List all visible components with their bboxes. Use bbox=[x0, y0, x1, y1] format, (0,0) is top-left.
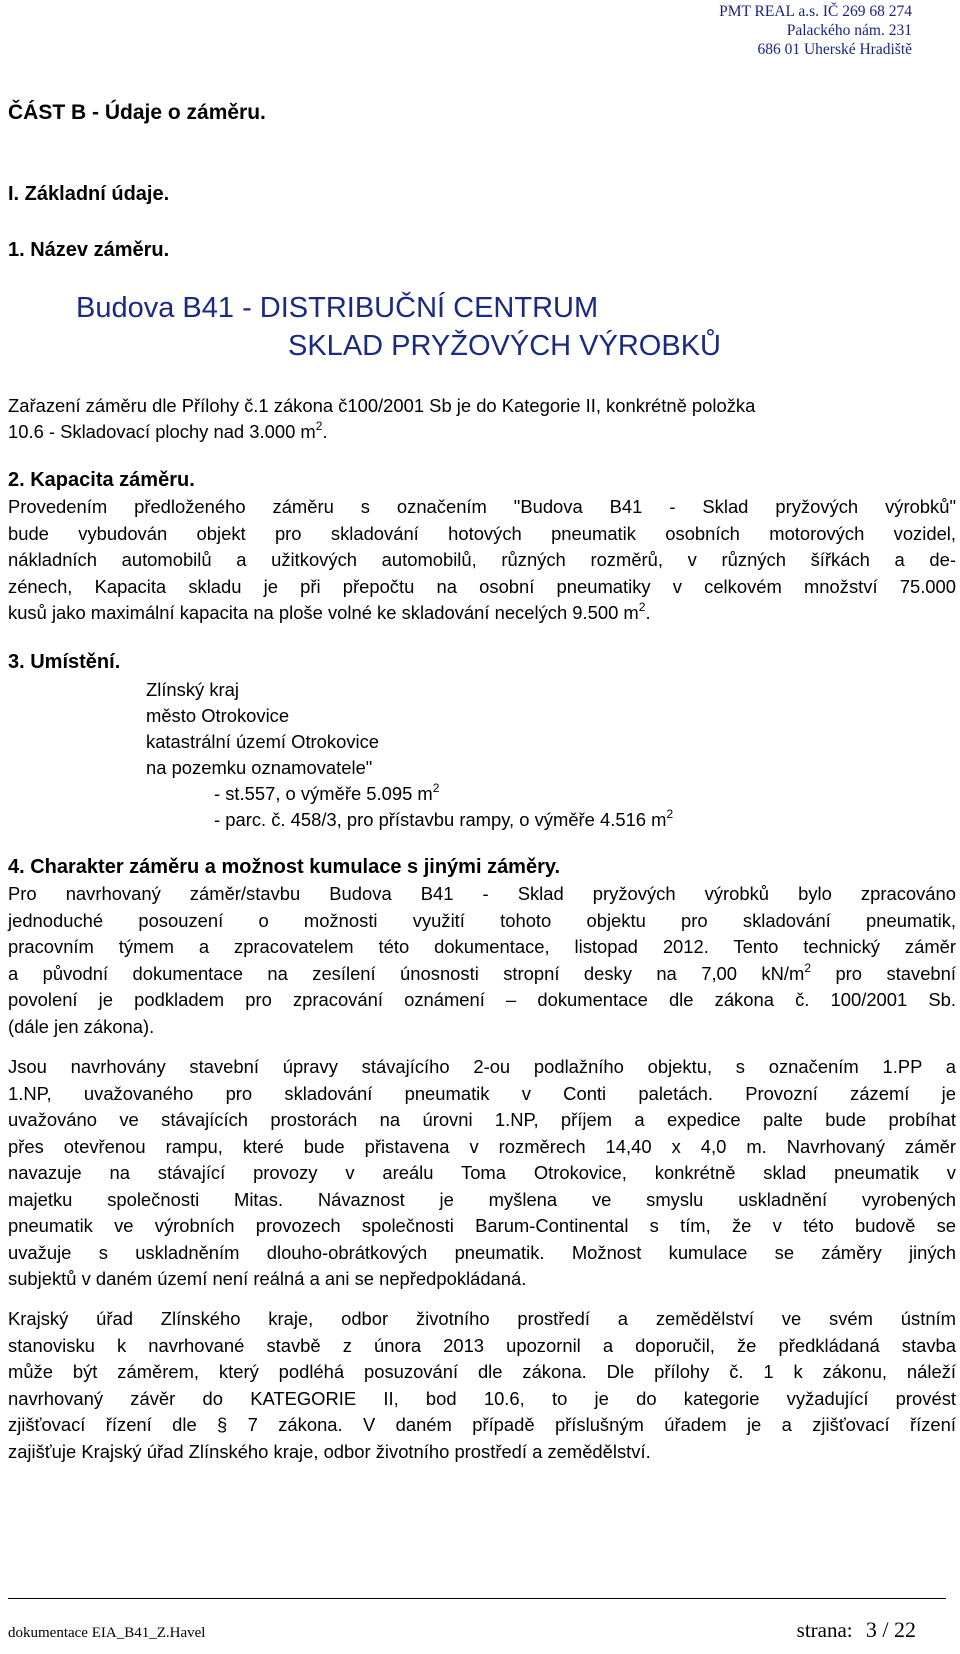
location-region: Zlínský kraj bbox=[146, 679, 239, 700]
paragraph-line: a původní dokumentace na zesílení únosnosti stropní desky na 7,00 $kN/m^2$ pro stavební bbox=[8, 960, 956, 984]
paragraph-line-last: subjektů v daném území není reálná a ani se nepředpokládaná. bbox=[8, 1268, 527, 1289]
capacity-line: bude vybudován objekt pro skladování hotových pneumatik osobních motorových vozidel, bbox=[8, 522, 956, 544]
location-plot: na pozemku oznamovatele" bbox=[146, 757, 373, 778]
page-label: strana: bbox=[796, 1618, 853, 1642]
paragraph-line: stanovisku k navrhované stavbě z února 2013 upozornil a doporučil, že předkládaná stavba bbox=[8, 1334, 956, 1356]
paragraph-line: uvažuje s uskladněním dlouho-obrátkových pneumatik. Možnost kumulace se záměry jiných bbox=[8, 1241, 956, 1263]
footer-rule bbox=[8, 1598, 946, 1599]
capacity-line-last: kusů jako maximální kapacita na ploše volné ke skladování necelých 9.500 $m^2$. bbox=[8, 600, 651, 623]
company-street: Palackého nám. 231 bbox=[786, 22, 912, 39]
paragraph-line: majetku společnosti Mitas. Návaznost je myšlena ve smyslu uskladnění vyrobených bbox=[8, 1188, 956, 1210]
section-2-heading: 2. Kapacita záměru. bbox=[8, 469, 195, 491]
footer-page-number bbox=[797, 1617, 916, 1643]
section-3-heading: 3. Umístění. bbox=[8, 651, 121, 673]
paragraph-line: pracovním týmem a zpracovatelem této dokumentace, listopad 2012. Tento technický záměr bbox=[8, 936, 956, 957]
paragraph-line-last: (dále jen zákona). bbox=[8, 1015, 155, 1037]
classification-line-1: Zařazení záměru dle Přílohy č.1 zákona č100/2001 Sb je do Kategorie II, konkrétně položka bbox=[8, 395, 756, 416]
company-header bbox=[719, 2, 912, 59]
paragraph-line: pneumatik ve výrobních provozech společnosti Barum-Continental s tím, že v této budově se bbox=[8, 1215, 956, 1236]
location-city: město Otrokovice bbox=[146, 705, 290, 726]
paragraph-line: navazuje na stávající provozy v areálu Toma Otrokovice, konkrétně sklad pneumatik v bbox=[8, 1162, 956, 1183]
paragraph-line: 1.NP, uvažovaného pro skladování pneumatik v Conti paletách. Provozní zázemí je bbox=[8, 1082, 956, 1104]
footer-document-name: dokumentace EIA_B41_Z.Havel bbox=[8, 1625, 206, 1641]
part-heading: ČÁST B - Údaje o záměru. bbox=[8, 101, 266, 124]
location-item-1: - st.557, o výměře 5.095 $m^2$ bbox=[214, 781, 440, 804]
classification-line-2: 10.6 - Skladovací plochy nad 3.000 $m^2$. bbox=[8, 419, 328, 442]
company-name: PMT REAL a.s. IČ 269 68 274 bbox=[719, 3, 912, 20]
paragraph-line: navrhovaný závěr do KATEGORIE II, bod 10.6, to je do kategorie vyžadující provést bbox=[8, 1387, 956, 1409]
project-title-line-2: SKLAD PRYŽOVÝCH VÝROBKŮ bbox=[288, 330, 721, 362]
paragraph-line: Krajský úřad Zlínského kraje, odbor životního prostředí a zemědělství ve svém ústním bbox=[8, 1308, 956, 1329]
capacity-line: Provedením předloženého záměru s označením "Budova B41 - Sklad pryžových výrobků" bbox=[8, 496, 956, 517]
page-value: 3 / 22 bbox=[865, 1617, 916, 1642]
section-heading: I. Základní údaje. bbox=[8, 183, 170, 205]
section-1-heading: 1. Název záměru. bbox=[8, 239, 170, 261]
project-title-line-1: Budova B41 - DISTRIBUČNÍ CENTRUM bbox=[76, 292, 599, 324]
paragraph-line: Jsou navrhovány stavební úpravy stávajícího 2-ou podlažního objektu, s označením 1.PP a bbox=[8, 1056, 956, 1077]
characteristics-paragraph-1 bbox=[8, 881, 956, 1040]
paragraph-line: může být záměrem, který podléhá posuzování dle zákona. Dle přílohy č. 1 k zákonu, náleží bbox=[8, 1361, 956, 1382]
paragraph-line: přes otevřenou rampu, které bude přistavena v rozměrech 14,40 x 4,0 m. Navrhovaný záměr bbox=[8, 1135, 956, 1157]
company-city: 686 01 Uherské Hradiště bbox=[757, 41, 912, 58]
paragraph-line: uvažováno ve stávajících prostorách na úrovni 1.NP, příjem a expedice palte bude probíhat bbox=[8, 1109, 956, 1130]
capacity-line: zénech, Kapacita skladu je při přepočtu na osobní pneumatiky v celkovém množství 75.000 bbox=[8, 575, 956, 597]
capacity-line: nákladních automobilů a užitkových automobilů, různých rozměrů, v různých šířkách a de- bbox=[8, 549, 956, 570]
paragraph-line: zjišťovací řízení dle § 7 zákona. V daném případě příslušným úřadem je a zjišťovací řízení bbox=[8, 1414, 956, 1435]
paragraph-line: povolení je podkladem pro zpracování oznámení – dokumentace dle zákona č. 100/2001 Sb. bbox=[8, 989, 956, 1010]
location-cadastre: katastrální území Otrokovice bbox=[146, 731, 380, 752]
paragraph-line: Pro navrhovaný záměr/stavbu Budova B41 - Sklad pryžových výrobků bylo zpracováno bbox=[8, 883, 956, 904]
paragraph-line: jednoduché posouzení o možnosti využití tohoto objektu pro skladování pneumatik, bbox=[8, 909, 956, 931]
capacity-paragraph bbox=[8, 494, 956, 627]
location-item-2: - parc. č. 458/3, pro přístavbu rampy, o výměře 4.516 $m^2$ bbox=[214, 807, 674, 830]
section-4-heading: 4. Charakter záměru a možnost kumulace s jinými záměry. bbox=[8, 856, 561, 878]
characteristics-paragraph-2 bbox=[8, 1054, 956, 1293]
paragraph-line-last: zajišťuje Krajský úřad Zlínského kraje, odbor životního prostředí a zemědělství. bbox=[8, 1440, 651, 1462]
characteristics-paragraph-3 bbox=[8, 1306, 956, 1465]
